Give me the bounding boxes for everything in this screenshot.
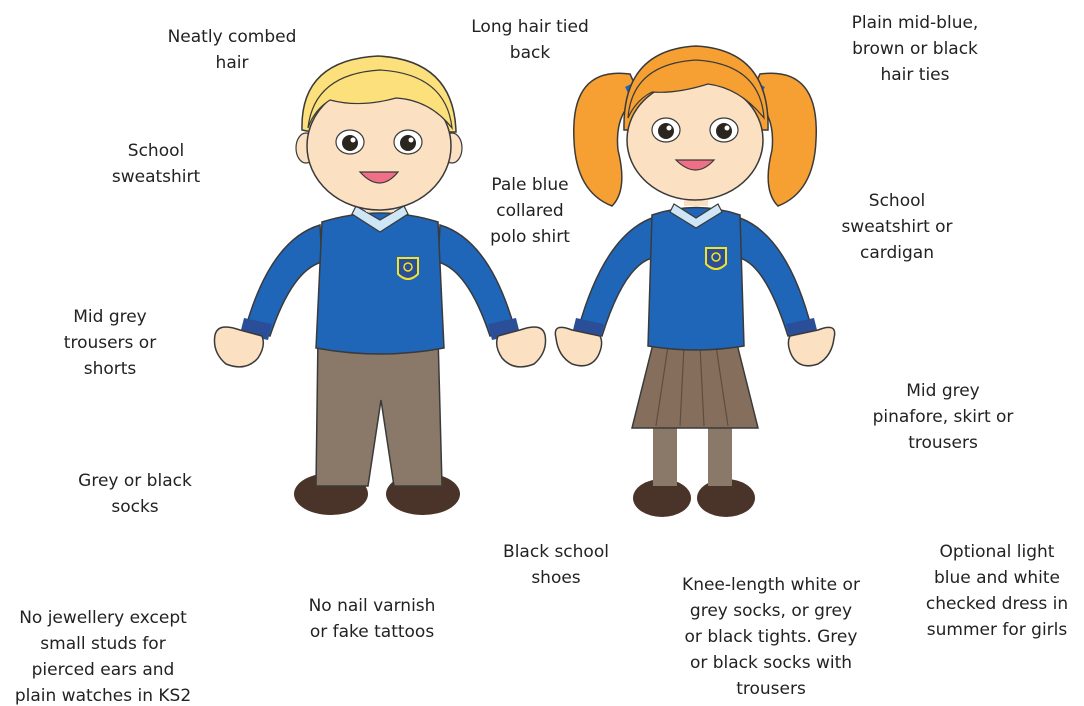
label-neatly-combed-hair: Neatly combed hair [167, 27, 297, 73]
label-sweatshirt-or-cardigan: School sweatshirt or cardigan [841, 191, 953, 263]
label-knee-length-socks: Knee-length white or grey socks, or grey or black tights. Grey or black socks with trousers [682, 575, 860, 699]
boy-trousers [316, 335, 442, 486]
label-grey-black-socks: Grey or black socks [78, 471, 192, 517]
label-hair-ties: Plain mid-blue, brown or black hair ties [851, 13, 979, 85]
label-summer-dress: Optional light blue and white checked dress in summer for girls [925, 542, 1069, 640]
label-no-nail-varnish: No nail varnish or fake tattoos [308, 596, 436, 642]
label-polo-shirt: Pale blue collared polo shirt [490, 175, 570, 247]
girl-left-leg [653, 420, 677, 486]
girl-sweatshirt [648, 208, 744, 351]
boy-sweatshirt [316, 213, 444, 354]
girl-right-sleeve [740, 218, 812, 336]
label-pinafore-skirt-trousers: Mid grey pinafore, skirt or trousers [872, 381, 1014, 453]
label-trousers-or-shorts: Mid grey trousers or shorts [63, 307, 157, 379]
label-no-jewellery: No jewellery except small studs for pierced ears and plain watches in KS2 [14, 608, 192, 706]
label-long-hair-tied-back: Long hair tied back [471, 17, 589, 63]
boy-school-badge [398, 258, 418, 279]
boy-figure [214, 56, 545, 515]
boy-left-sleeve [245, 225, 322, 336]
girl-figure [555, 46, 834, 517]
girl-school-badge [706, 248, 726, 269]
label-school-sweatshirt: School sweatshirt [111, 141, 201, 187]
label-black-school-shoes: Black school shoes [503, 542, 609, 588]
girl-right-leg [708, 420, 732, 486]
girl-skirt [632, 340, 758, 428]
